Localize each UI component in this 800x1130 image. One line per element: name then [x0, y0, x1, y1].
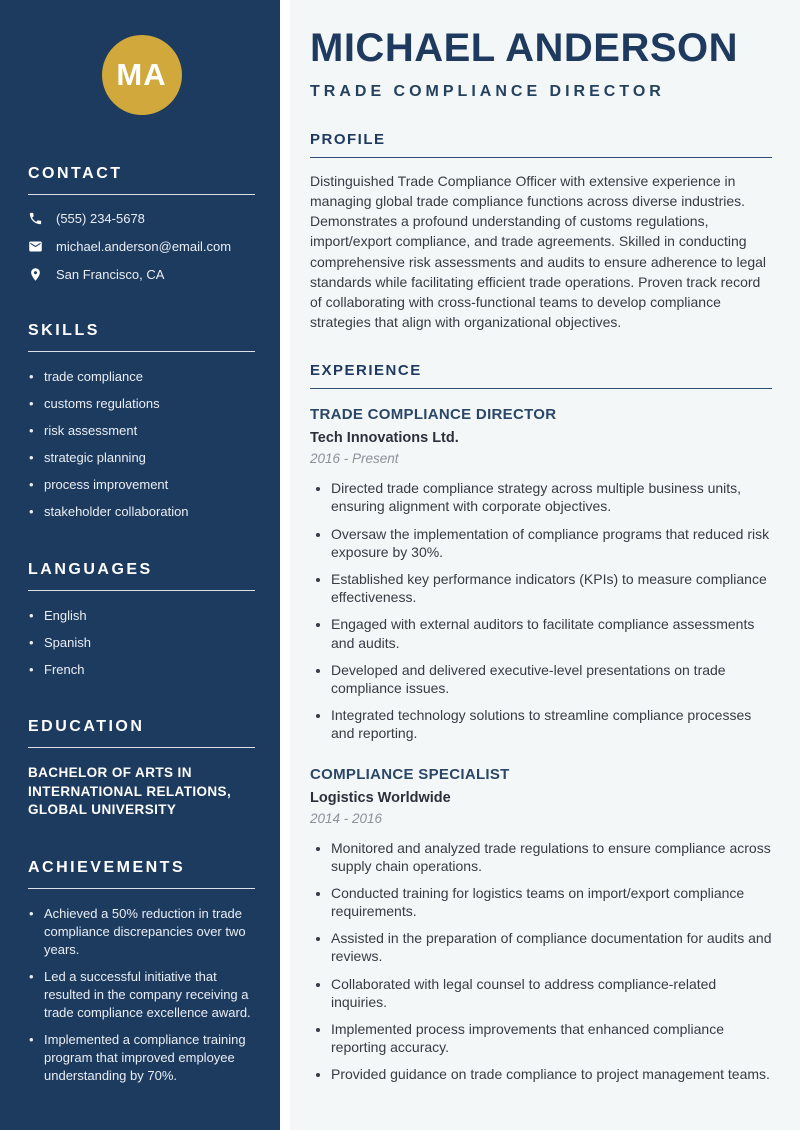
- language-item: • French: [28, 661, 255, 679]
- language-item: • Spanish: [28, 634, 255, 652]
- email-value: michael.anderson@email.com: [56, 239, 232, 254]
- job-bullet: • Engaged with external auditors to facilitate compliance assessments and audits.: [331, 615, 772, 651]
- job-bullet-list: [310, 479, 772, 742]
- section-underline: [28, 194, 255, 195]
- achievement-item: • Achieved a 50% reduction in trade compliance discrepancies over two years.: [28, 905, 255, 959]
- job-bullet: • Collaborated with legal counsel to address compliance-related inquiries.: [331, 975, 772, 1011]
- job-bullet: • Established key performance indicators (KPIs) to measure compliance effectiveness.: [331, 570, 772, 606]
- education-header: EDUCATION: [28, 718, 145, 736]
- languages-list: [28, 607, 255, 679]
- language-item: • English: [28, 607, 255, 625]
- job-entry-2: [310, 766, 772, 1084]
- section-underline: [28, 590, 255, 591]
- job-bullet: • Integrated technology solutions to streamline compliance processes and reporting.: [331, 706, 772, 742]
- phone-value: (555) 234-5678: [56, 211, 145, 226]
- job-title: COMPLIANCE SPECIALIST: [310, 765, 510, 783]
- candidate-name: MICHAEL ANDERSON: [310, 26, 739, 70]
- skill-item: • risk assessment: [28, 422, 255, 440]
- job-bullet-list: [310, 839, 772, 1084]
- section-underline: [28, 747, 255, 748]
- experience-header: EXPERIENCE: [310, 362, 772, 389]
- experience-section: [310, 362, 772, 1083]
- job-company: Tech Innovations Ltd.: [310, 430, 459, 447]
- profile-text: Distinguished Trade Compliance Officer with extensive experience in managing global trade compliance functions across diverse industries. Demonstrates a profound understanding of customs regulations, import/export compliance, and trade agreements. Skilled in conducting comprehensive risk assessments and audits to ensure adherence to legal standards while facilitating efficient trade operations. Proven track record of collaborating with cross-functional teams to develop compliance strategies that align with organizational objectives.: [310, 173, 767, 331]
- achievement-item: • Led a successful initiative that resulted in the company receiving a trade compliance excellence award.: [28, 968, 255, 1022]
- section-underline: [28, 351, 255, 352]
- job-bullet: • Developed and delivered executive-level presentations on trade compliance issues.: [331, 661, 772, 697]
- job-title: TRADE COMPLIANCE DIRECTOR: [310, 406, 557, 424]
- job-bullet: • Conducted training for logistics teams on import/export compliance requirements.: [331, 884, 772, 920]
- achievement-item: • Implemented a compliance training program that improved employee understanding by 70%.: [28, 1031, 255, 1085]
- achievements-list: [28, 905, 255, 1084]
- candidate-title: TRADE COMPLIANCE DIRECTOR: [310, 83, 665, 100]
- phone-icon: [28, 211, 43, 226]
- job-bullet: • Directed trade compliance strategy across multiple business units, ensuring alignment with corporate objectives.: [331, 479, 772, 515]
- contact-section: [28, 165, 255, 282]
- job-bullet: • Provided guidance on trade compliance to project management teams.: [331, 1065, 772, 1083]
- skill-item: • strategic planning: [28, 449, 255, 467]
- contact-item-location: [28, 267, 255, 282]
- sidebar: [0, 0, 280, 1130]
- email-icon: [28, 239, 43, 254]
- job-bullet: • Monitored and analyzed trade regulations to ensure compliance across supply chain operations.: [331, 839, 772, 875]
- main-content: [280, 0, 800, 1130]
- avatar: [102, 35, 182, 115]
- location-value: San Francisco, CA: [56, 267, 165, 282]
- skill-item: • customs regulations: [28, 395, 255, 413]
- profile-section: [310, 131, 772, 332]
- section-underline: [28, 888, 255, 889]
- degree-text: BACHELOR OF ARTS IN INTERNATIONAL RELATIONS, GLOBAL UNIVERSITY: [28, 765, 232, 817]
- contact-item-email: [28, 239, 255, 254]
- avatar-container: [28, 35, 255, 115]
- skill-item: • process improvement: [28, 476, 255, 494]
- skills-list: [28, 368, 255, 521]
- job-dates: 2016 - Present: [310, 451, 399, 467]
- contact-header: CONTACT: [28, 165, 123, 182]
- skills-section: [28, 322, 255, 521]
- job-bullet: • Oversaw the implementation of compliance programs that reduced risk exposure by 30%.: [331, 525, 772, 561]
- achievements-section: [28, 859, 255, 1084]
- avatar-initials: MA: [116, 57, 167, 92]
- skills-header: SKILLS: [28, 322, 100, 339]
- skill-item: • trade compliance: [28, 368, 255, 386]
- contact-item-phone: [28, 211, 255, 226]
- job-dates: 2014 - 2016: [310, 810, 383, 826]
- skill-item: • stakeholder collaboration: [28, 503, 255, 521]
- education-section: [28, 718, 255, 819]
- profile-header: PROFILE: [310, 131, 772, 158]
- location-pin-icon: [28, 267, 43, 282]
- job-entry-1: [310, 406, 772, 742]
- job-bullet: • Implemented process improvements that enhanced compliance reporting accuracy.: [331, 1020, 772, 1056]
- languages-section: [28, 561, 255, 679]
- achievements-header: ACHIEVEMENTS: [28, 859, 186, 877]
- languages-header: LANGUAGES: [28, 560, 153, 578]
- job-company: Logistics Worldwide: [310, 789, 451, 806]
- job-bullet: • Assisted in the preparation of compliance documentation for audits and reviews.: [331, 929, 772, 965]
